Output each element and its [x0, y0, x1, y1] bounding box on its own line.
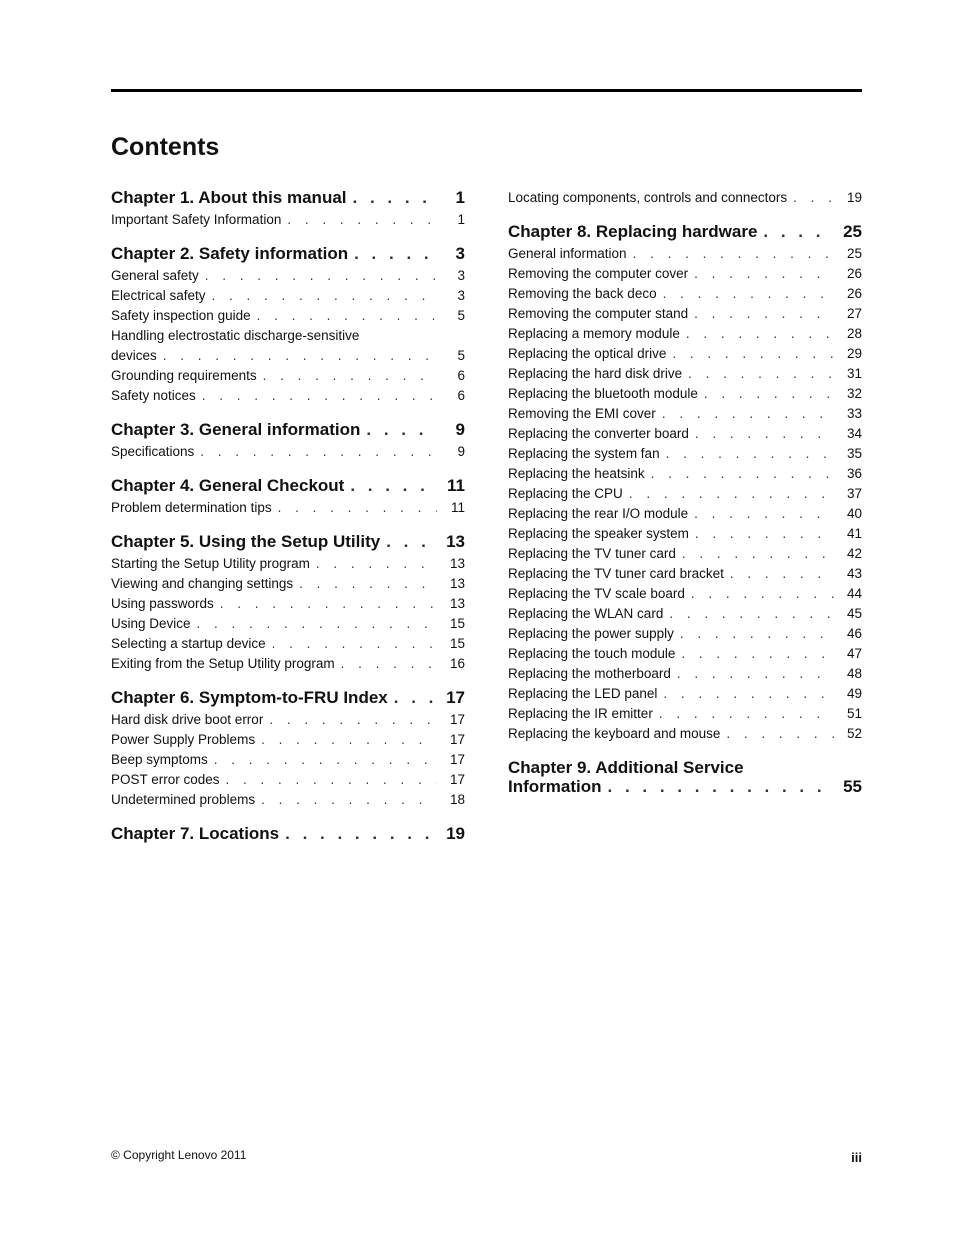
dot-leader — [269, 710, 437, 730]
chapter-page: 25 — [843, 222, 862, 241]
toc-entry[interactable] — [111, 634, 465, 654]
toc-entry[interactable] — [508, 504, 862, 524]
dot-leader — [261, 730, 437, 750]
toc-right-column — [508, 188, 862, 799]
entry-title: Replacing a memory module — [508, 326, 680, 341]
entry-title: Replacing the keyboard and mouse — [508, 726, 721, 741]
dot-leader — [261, 790, 437, 810]
entry-page: 17 — [449, 752, 465, 767]
toc-entry[interactable] — [111, 750, 465, 770]
toc-entry[interactable] — [508, 624, 862, 644]
entry-title: Replacing the TV tuner card — [508, 546, 676, 561]
toc-entry[interactable] — [111, 594, 465, 614]
dot-leader — [663, 284, 834, 304]
dot-leader — [354, 244, 437, 263]
entry-title: Replacing the system fan — [508, 446, 660, 461]
toc-entry[interactable] — [508, 344, 862, 364]
dot-leader — [694, 304, 834, 324]
entry-title: Removing the back deco — [508, 286, 657, 301]
dot-leader — [633, 244, 834, 264]
entry-title: Removing the EMI cover — [508, 406, 656, 421]
toc-entry[interactable] — [508, 244, 862, 264]
chapter-page: 3 — [455, 244, 465, 263]
toc-entry[interactable] — [508, 604, 862, 624]
dot-leader — [202, 386, 437, 406]
entry-title: Replacing the power supply — [508, 626, 674, 641]
entry-page: 32 — [846, 386, 862, 401]
dot-leader — [694, 264, 834, 284]
dot-leader — [197, 614, 437, 634]
toc-entry[interactable] — [508, 404, 862, 424]
entry-page: 36 — [846, 466, 862, 481]
entry-page: 13 — [449, 596, 465, 611]
copyright-notice: © Copyright Lenovo 2011 — [111, 1148, 247, 1162]
entry-page: 17 — [449, 712, 465, 727]
entry-title: Grounding requirements — [111, 368, 257, 383]
dot-leader — [226, 770, 437, 790]
entry-page: 15 — [449, 616, 465, 631]
dot-leader — [681, 644, 834, 664]
chapter-title: Chapter 5. Using the Setup Utility — [111, 532, 381, 551]
dot-leader — [163, 346, 437, 366]
dot-leader — [695, 424, 834, 444]
dot-leader — [299, 574, 437, 594]
entry-page: 46 — [846, 626, 862, 641]
dot-leader — [629, 484, 834, 504]
chapter-page: 13 — [446, 532, 465, 551]
entry-title: Beep symptoms — [111, 752, 208, 767]
chapter-title: Chapter 6. Symptom-to-FRU Index — [111, 688, 388, 707]
entry-title: Using passwords — [111, 596, 214, 611]
chapter-page: 19 — [446, 824, 465, 843]
entry-page: 42 — [846, 546, 862, 561]
dot-leader — [730, 564, 834, 584]
entry-title: Using Device — [111, 616, 191, 631]
entry-page: 13 — [449, 556, 465, 571]
dot-leader — [662, 404, 834, 424]
toc-left-column — [111, 188, 465, 846]
entry-title: General information — [508, 246, 627, 261]
toc-entry[interactable] — [508, 188, 862, 208]
entry-title: Replacing the rear I/O module — [508, 506, 689, 521]
dot-leader — [316, 554, 437, 574]
dot-leader — [285, 824, 437, 843]
entry-title: Replacing the touch module — [508, 646, 676, 661]
chapter-page: 55 — [843, 777, 862, 796]
toc-entry[interactable] — [111, 266, 465, 286]
entry-title: Replacing the TV tuner card bracket — [508, 566, 724, 581]
dot-leader — [695, 524, 834, 544]
chapter-page: 1 — [455, 188, 465, 207]
entry-page: 15 — [449, 636, 465, 651]
entry-title: Hard disk drive boot error — [111, 712, 264, 727]
toc-chapter[interactable] — [508, 758, 862, 796]
entry-title: Replacing the motherboard — [508, 666, 671, 681]
toc-chapter[interactable] — [111, 188, 465, 207]
entry-page: 5 — [457, 348, 465, 363]
chapter-page: 11 — [447, 476, 465, 495]
entry-title: Replacing the optical drive — [508, 346, 667, 361]
dot-leader — [257, 306, 437, 326]
chapter-page: 9 — [455, 420, 465, 439]
toc-entry[interactable] — [508, 264, 862, 284]
chapter-title: Chapter 1. About this manual — [111, 188, 347, 207]
toc-entry[interactable] — [508, 584, 862, 604]
dot-leader — [394, 688, 437, 707]
toc-entry[interactable] — [111, 654, 465, 674]
dot-leader — [263, 366, 437, 386]
toc-entry[interactable] — [111, 498, 465, 518]
entry-page: 51 — [846, 706, 862, 721]
entry-page: 16 — [449, 656, 465, 671]
toc-entry[interactable] — [508, 724, 862, 744]
toc-entry[interactable] — [508, 304, 862, 324]
dot-leader — [763, 222, 834, 241]
entry-page: 9 — [457, 444, 465, 459]
page-title: Contents — [111, 133, 220, 161]
entry-page: 41 — [846, 526, 862, 541]
entry-page: 26 — [846, 266, 862, 281]
toc-entry[interactable] — [508, 284, 862, 304]
toc-entry[interactable] — [508, 544, 862, 564]
toc-entry[interactable] — [111, 790, 465, 810]
toc-entry[interactable] — [508, 524, 862, 544]
toc-chapter[interactable] — [111, 476, 465, 495]
entry-title: Power Supply Problems — [111, 732, 256, 747]
toc-chapter[interactable] — [111, 244, 465, 263]
entry-page: 28 — [846, 326, 862, 341]
entry-page: 29 — [846, 346, 862, 361]
toc-entry[interactable] — [111, 386, 465, 406]
dot-leader — [366, 420, 437, 439]
entry-page: 47 — [846, 646, 862, 661]
toc-entry[interactable] — [111, 730, 465, 750]
dot-leader — [200, 442, 437, 462]
entry-page: 3 — [457, 268, 465, 283]
dot-leader — [666, 444, 834, 464]
toc-entry[interactable] — [508, 424, 862, 444]
toc-entry[interactable] — [111, 554, 465, 574]
entry-title: Replacing the LED panel — [508, 686, 658, 701]
entry-page: 40 — [846, 506, 862, 521]
page-number: iii — [851, 1150, 862, 1165]
entry-page: 43 — [846, 566, 862, 581]
dot-leader — [704, 384, 834, 404]
chapter-title: Chapter 4. General Checkout — [111, 476, 345, 495]
toc-entry[interactable] — [508, 564, 862, 584]
dot-leader — [287, 210, 437, 230]
entry-page: 45 — [846, 606, 862, 621]
entry-title: Selecting a startup device — [111, 636, 266, 651]
entry-title: Starting the Setup Utility program — [111, 556, 310, 571]
toc-entry[interactable] — [111, 286, 465, 306]
entry-page: 48 — [846, 666, 862, 681]
entry-title: General safety — [111, 268, 199, 283]
entry-title: Undetermined problems — [111, 792, 256, 807]
toc-entry[interactable] — [508, 364, 862, 384]
entry-page: 25 — [846, 246, 862, 261]
entry-page: 33 — [846, 406, 862, 421]
dot-leader — [220, 594, 437, 614]
entry-title: Removing the computer cover — [508, 266, 689, 281]
dot-leader — [214, 750, 437, 770]
entry-page: 37 — [846, 486, 862, 501]
entry-page: 27 — [846, 306, 862, 321]
entry-title: Electrical safety — [111, 288, 206, 303]
entry-page: 52 — [846, 726, 862, 741]
dot-leader — [350, 476, 437, 495]
chapter-title: Chapter 7. Locations — [111, 824, 280, 843]
entry-page: 3 — [457, 288, 465, 303]
entry-page: 35 — [846, 446, 862, 461]
dot-leader — [663, 684, 834, 704]
entry-title: Specifications — [111, 444, 195, 459]
dot-leader — [694, 504, 834, 524]
entry-title: Replacing the bluetooth module — [508, 386, 698, 401]
entry-title: Replacing the WLAN card — [508, 606, 664, 621]
toc-entry[interactable] — [508, 384, 862, 404]
dot-leader — [272, 634, 437, 654]
entry-page: 13 — [449, 576, 465, 591]
dot-leader — [677, 664, 834, 684]
dot-leader — [680, 624, 834, 644]
toc-entry[interactable] — [508, 664, 862, 684]
toc-chapter[interactable] — [111, 420, 465, 439]
entry-page: 6 — [457, 368, 465, 383]
toc-entry[interactable] — [111, 210, 465, 230]
entry-title: POST error codes — [111, 772, 220, 787]
toc-chapter[interactable] — [111, 688, 465, 707]
entry-title: Important Safety Information — [111, 212, 282, 227]
entry-title: Replacing the heatsink — [508, 466, 645, 481]
entry-title: Replacing the converter board — [508, 426, 689, 441]
toc-chapter[interactable] — [508, 222, 862, 241]
entry-title: Replacing the IR emitter — [508, 706, 653, 721]
dot-leader — [672, 344, 834, 364]
toc-entry[interactable] — [508, 484, 862, 504]
toc-chapter[interactable] — [111, 532, 465, 551]
dot-leader — [659, 704, 834, 724]
toc-entry[interactable] — [111, 306, 465, 326]
entry-page: 31 — [846, 366, 862, 381]
dot-leader — [386, 532, 437, 551]
dot-leader — [669, 604, 834, 624]
entry-title: Viewing and changing settings — [111, 576, 294, 591]
entry-page: 17 — [449, 732, 465, 747]
toc-entry[interactable] — [508, 704, 862, 724]
toc-entry[interactable] — [508, 684, 862, 704]
entry-title: Exiting from the Setup Utility program — [111, 656, 335, 671]
entry-title-line1: Handling electrostatic discharge-sensitive — [111, 328, 360, 343]
entry-title: Safety inspection guide — [111, 308, 251, 323]
dot-leader — [726, 724, 834, 744]
toc-entry[interactable] — [508, 644, 862, 664]
toc-chapter[interactable] — [111, 824, 465, 843]
chapter-page: 17 — [446, 688, 465, 707]
dot-leader — [278, 498, 437, 518]
toc-entry[interactable] — [111, 574, 465, 594]
dot-leader — [205, 266, 437, 286]
toc-entry[interactable] — [111, 710, 465, 730]
dot-leader — [688, 364, 834, 384]
entry-title: Replacing the hard disk drive — [508, 366, 683, 381]
entry-page: 26 — [846, 286, 862, 301]
dot-leader — [353, 188, 437, 207]
dot-leader — [691, 584, 834, 604]
entry-title: Removing the computer stand — [508, 306, 689, 321]
entry-title: Replacing the TV scale board — [508, 586, 685, 601]
entry-page: 18 — [449, 792, 465, 807]
entry-title-line2: devices — [111, 348, 157, 363]
entry-page: 19 — [846, 190, 862, 205]
entry-page: 1 — [457, 212, 465, 227]
chapter-title: Chapter 2. Safety information — [111, 244, 349, 263]
chapter-title: Chapter 8. Replacing hardware — [508, 222, 758, 241]
entry-title: Safety notices — [111, 388, 196, 403]
dot-leader — [651, 464, 834, 484]
top-rule — [111, 89, 862, 92]
toc-entry[interactable] — [508, 444, 862, 464]
toc-entry-wrapped[interactable] — [111, 326, 465, 366]
entry-title: Replacing the CPU — [508, 486, 623, 501]
entry-page: 6 — [457, 388, 465, 403]
entry-title: Problem determination tips — [111, 500, 272, 515]
chapter-title-line1: Chapter 9. Additional Service — [508, 758, 744, 777]
toc-entry[interactable] — [111, 442, 465, 462]
toc-entry[interactable] — [508, 464, 862, 484]
chapter-title-line2: Information — [508, 777, 602, 796]
entry-page: 17 — [449, 772, 465, 787]
entry-page: 49 — [846, 686, 862, 701]
toc-entry[interactable] — [111, 366, 465, 386]
dot-leader — [686, 324, 834, 344]
toc-entry[interactable] — [111, 614, 465, 634]
dot-leader — [608, 777, 835, 796]
dot-leader — [341, 654, 437, 674]
entry-page: 44 — [846, 586, 862, 601]
dot-leader — [682, 544, 834, 564]
toc-entry[interactable] — [111, 770, 465, 790]
chapter-title: Chapter 3. General information — [111, 420, 361, 439]
entry-page: 11 — [450, 500, 465, 515]
entry-title: Locating components, controls and connectors — [508, 190, 788, 205]
entry-page: 5 — [457, 308, 465, 323]
dot-leader — [212, 286, 437, 306]
entry-page: 34 — [846, 426, 862, 441]
dot-leader — [793, 188, 834, 208]
toc-entry[interactable] — [508, 324, 862, 344]
entry-title: Replacing the speaker system — [508, 526, 689, 541]
